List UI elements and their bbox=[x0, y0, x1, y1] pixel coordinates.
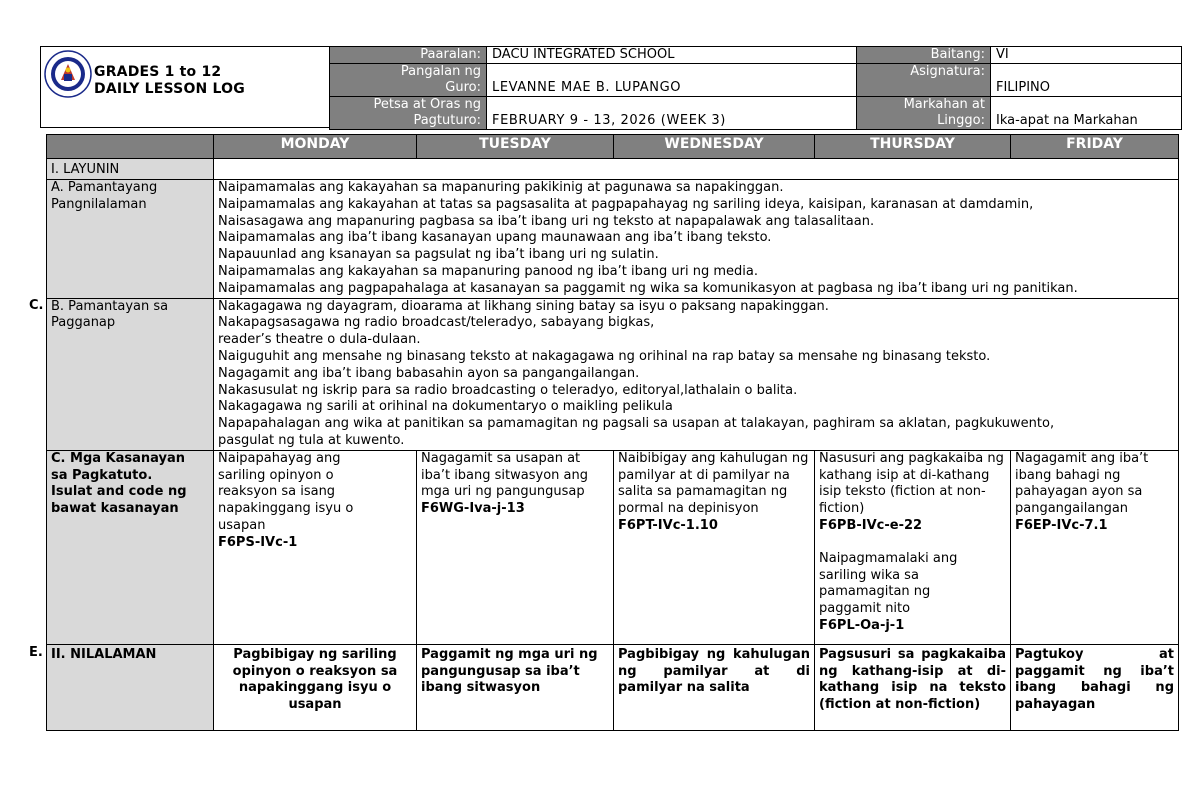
kasanayan-monday-code: F6PS-IVc-1 bbox=[218, 534, 298, 550]
pamantayan-sa-pagganap-label bbox=[47, 298, 214, 450]
pangnilalaman-line: Naipamamalas ang kakayahan sa mapanuring panood ng iba’t ibang uri ng media. bbox=[218, 263, 758, 279]
pagganap-line: Nakagagawa ng dayagram, dioarama at likhang sining batay sa isyu o paksang napakinggan. bbox=[218, 298, 829, 314]
day-header-thursday: THURSDAY bbox=[815, 135, 1011, 159]
nilalaman-monday: Pagbibigay ng sariling opinyon o reaksyon sa napakinggang isyu o usapan bbox=[214, 644, 417, 730]
pagganap-line: pasgulat ng tula at kuwento. bbox=[218, 432, 405, 448]
nilalaman-friday: Pagtukoy at paggamit ng iba’t ibang bahagi ng pahayagan bbox=[1011, 644, 1179, 730]
pamantayan-sa-pagganap-row bbox=[47, 298, 1179, 450]
day-header-wednesday: WEDNESDAY bbox=[614, 135, 815, 159]
lesson-log-table bbox=[46, 134, 1179, 731]
quarter-label-line1: Markahan at bbox=[903, 97, 985, 112]
teacher-label-line1: Pangalan ng bbox=[400, 64, 481, 79]
school-info-table bbox=[329, 46, 1182, 130]
kasanayan-label-line3: Isulat and code ng bbox=[51, 484, 187, 500]
pagganap-label-line2: Pagganap bbox=[51, 315, 116, 331]
marker-e: E. bbox=[29, 645, 43, 660]
log-title bbox=[94, 64, 245, 98]
subject-label bbox=[857, 64, 991, 97]
pamantayang-label-line1: A. Pamantayang bbox=[51, 180, 158, 195]
teacher-value: LEVANNE MAE B. LUPANGO bbox=[487, 64, 857, 97]
pangnilalaman-line: Naipamamalas ang kakayahan sa mapanuring pakikinig at pagunawa sa napakinggan. bbox=[218, 180, 784, 195]
date-value: FEBRUARY 9 - 13, 2026 (WEEK 3) bbox=[487, 97, 857, 130]
nilalaman-thursday: Pagsusuri sa pagkakaiba ng kathang-isip at di-kathang isip na teksto (fiction at non-fiction) bbox=[815, 644, 1011, 730]
kasanayan-thursday-text-2: Naipagmamalaki ang sariling wika sa pamamagitan ng paggamit nito bbox=[819, 550, 958, 617]
kasanayan-wednesday-text: Naibibigay ang kahulugan ng pamilyar at di pamilyar na salita sa pamamagitan ng pormal na depinisyon bbox=[618, 450, 809, 517]
kasanayan-friday-code: F6EP-IVc-7.1 bbox=[1015, 517, 1108, 533]
quarter-value: Ika-apat na Markahan bbox=[991, 97, 1182, 130]
nilalaman-row bbox=[47, 644, 1179, 730]
kasanayan-wednesday bbox=[614, 450, 815, 644]
kasanayan-tuesday-code: F6WG-Iva-j-13 bbox=[421, 501, 525, 517]
date-label bbox=[330, 97, 487, 130]
kasanayan-label bbox=[47, 450, 214, 644]
kasanayan-friday bbox=[1011, 450, 1179, 644]
date-label-line1: Petsa at Oras ng bbox=[373, 97, 481, 112]
nilalaman-wednesday: Pagbibigay ng kahulugan ng pamilyar at di pamilyar na salita bbox=[614, 644, 815, 730]
day-header-tuesday: TUESDAY bbox=[417, 135, 614, 159]
kasanayan-thursday-text-1: Nasusuri ang pagkakaiba ng kathang isip at di-kathang isip teksto (fiction at non-fiction) bbox=[819, 450, 1004, 517]
log-title-line2: DAILY LESSON LOG bbox=[94, 81, 245, 97]
day-header-row bbox=[47, 135, 1179, 159]
pangnilalaman-line: Naipamamalas ang kakayahan at tatas sa pagsasalita at pagpapahayag ng sariling ideya, kaisipan, karanasan at damdamin, bbox=[218, 196, 1034, 212]
kasanayan-tuesday-text: Nagagamit sa usapan at iba’t ibang sitwasyon ang mga uri ng pangungusap bbox=[421, 450, 588, 500]
nilalaman-label: II. NILALAMAN bbox=[47, 644, 214, 730]
teacher-label-line2: Guro: bbox=[445, 80, 481, 95]
pagganap-line: Nakapagsasagawa ng radio broadcast/teleradyo, sabayang bigkas, bbox=[218, 315, 655, 331]
pangnilalaman-line: Naisasagawa ang mapanuring pagbasa sa iba’t ibang uri ng teksto at napapalawak ang talasalitaan. bbox=[218, 213, 875, 229]
kasanayan-monday bbox=[214, 450, 417, 644]
kasanayan-label-line2: sa Pagkatuto. bbox=[51, 467, 153, 483]
day-header-friday: FRIDAY bbox=[1011, 135, 1179, 159]
pamantayang-pangnilalaman-row bbox=[47, 180, 1179, 299]
kasanayan-friday-text: Nagagamit ang iba’t ibang bahagi ng pahayagan ayon sa pangangailangan bbox=[1015, 450, 1149, 517]
kasanayan-label-line1: C. Mga Kasanayan bbox=[51, 450, 186, 466]
marker-c: C. bbox=[29, 298, 44, 313]
pagganap-line: Nagagamit ang iba’t ibang babasahin ayon sa pangangailangan. bbox=[218, 365, 640, 381]
pangnilalaman-line: Naipamamalas ang pagpapahalaga at kasanayan sa paggamit ng wika sa komunikasyon at pagbasa ng iba’t ibang uri ng panitikan. bbox=[218, 280, 1078, 296]
subject-value: FILIPINO bbox=[991, 64, 1182, 97]
day-header-blank bbox=[47, 135, 214, 159]
pamantayan-sa-pagganap-content bbox=[214, 298, 1179, 450]
teacher-label bbox=[330, 64, 487, 97]
pangnilalaman-line: Naipamamalas ang iba’t ibang kasanayan upang maunawaan ang iba’t ibang teksto. bbox=[218, 230, 772, 246]
kasanayan-thursday-code-2: F6PL-Oa-j-1 bbox=[819, 617, 905, 633]
layunin-label: I. LAYUNIN bbox=[47, 159, 214, 180]
grade-label: Baitang: bbox=[857, 47, 991, 64]
subject-label-text: Asignatura: bbox=[910, 64, 985, 79]
pagganap-line: Napapahalagan ang wika at panitikan sa pamamagitan ng pagsali sa usapan at talakayan, paghiram sa aklatan, pagkukuwento, bbox=[218, 416, 1055, 432]
kasanayan-label-line4: bawat kasanayan bbox=[51, 501, 179, 517]
kasanayan-wednesday-code: F6PT-IVc-1.10 bbox=[618, 517, 718, 533]
layunin-blank bbox=[214, 159, 1179, 180]
kasanayan-thursday-code-1: F6PB-IVc-e-22 bbox=[819, 517, 923, 533]
day-header-monday: MONDAY bbox=[214, 135, 417, 159]
grade-value: VI bbox=[991, 47, 1182, 64]
date-label-line2: Pagtuturo: bbox=[413, 113, 481, 128]
kasanayan-row bbox=[47, 450, 1179, 644]
kasanayan-tuesday bbox=[417, 450, 614, 644]
pagganap-line: reader’s theatre o dula-dulaan. bbox=[218, 332, 421, 348]
log-title-line1: GRADES 1 to 12 bbox=[94, 64, 222, 80]
nilalaman-tuesday: Paggamit ng mga uri ng pangungusap sa iba’t ibang sitwasyon bbox=[417, 644, 614, 730]
pagganap-label-line1: B. Pamantayan sa bbox=[51, 298, 169, 314]
pagganap-line: Naiguguhit ang mensahe ng binasang teksto at nakagagawa ng orihinal na rap batay sa mensahe ng binasang teksto. bbox=[218, 348, 991, 364]
school-label: Paaralan: bbox=[330, 47, 487, 64]
kasanayan-monday-text: Naipapahayag ang sariling opinyon o reaksyon sa isang napakinggang isyu o usapan bbox=[218, 450, 354, 533]
kasanayan-thursday bbox=[815, 450, 1011, 644]
quarter-label bbox=[857, 97, 991, 130]
deped-seal-icon bbox=[44, 50, 92, 98]
pagganap-line: Nakagagawa ng sarili at orihinal na dokumentaryo o maikling pelikula bbox=[218, 399, 673, 415]
pamantayang-label-line2: Pangnilalaman bbox=[51, 196, 147, 212]
pangnilalaman-line: Napauunlad ang ksanayan sa pagsulat ng iba’t ibang uri ng sulatin. bbox=[218, 247, 659, 263]
school-value: DACU INTEGRATED SCHOOL bbox=[487, 47, 857, 64]
pamantayang-pangnilalaman-label bbox=[47, 180, 214, 299]
layunin-row bbox=[47, 159, 1179, 180]
pamantayang-pangnilalaman-content bbox=[214, 180, 1179, 299]
pagganap-line: Nakasusulat ng iskrip para sa radio broadcasting o teleradyo, editoryal,lathalain o balita. bbox=[218, 382, 798, 398]
quarter-label-line2: Linggo: bbox=[937, 113, 985, 128]
